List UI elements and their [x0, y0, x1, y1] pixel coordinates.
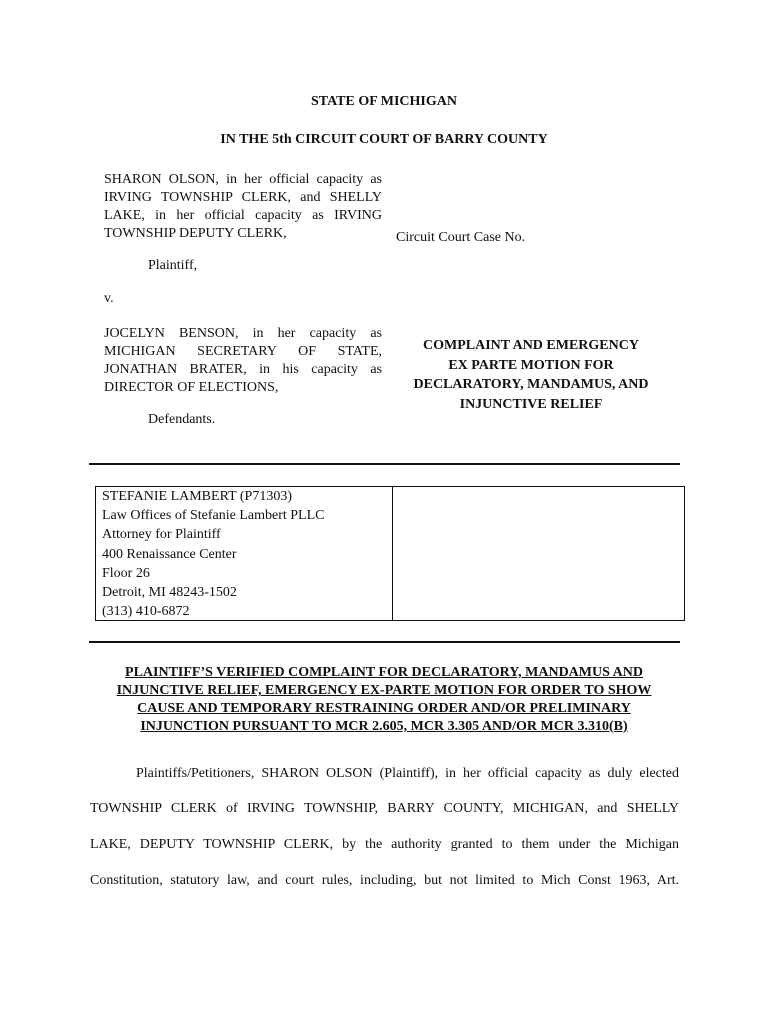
- plaintiffs-line: LAKE, in her official capacity as IRVING: [104, 208, 382, 223]
- complaint-title-line: INJUNCTIVE RELIEF, EMERGENCY EX-PARTE MOTION FOR ORDER TO SHOW: [116, 683, 652, 698]
- document-title-line: INJUNCTIVE RELIEF: [459, 396, 603, 412]
- defendants-line: JOCELYN BENSON, in her capacity as: [104, 326, 382, 341]
- plaintiffs-line: TOWNSHIP DEPUTY CLERK,: [104, 226, 287, 241]
- attorney-line: Law Offices of Stefanie Lambert PLLC: [102, 508, 325, 524]
- defendants-line: DIRECTOR OF ELECTIONS,: [104, 380, 279, 395]
- case-number-label: Circuit Court Case No.: [396, 230, 526, 245]
- body-line: TOWNSHIP CLERK of IRVING TOWNSHIP, BARRY COUNTY, MICHIGAN, and SHELLY: [90, 801, 679, 816]
- body-line: LAKE, DEPUTY TOWNSHIP CLERK, by the authority granted to them under the Michigan: [90, 837, 679, 852]
- versus-label: v.: [104, 291, 114, 306]
- defendants-line: MICHIGAN SECRETARY OF STATE,: [104, 344, 382, 359]
- defendants-block: [104, 325, 382, 397]
- complaint-title: [80, 664, 688, 736]
- divider-rule: [89, 463, 680, 465]
- state-heading: STATE OF MICHIGAN: [311, 94, 457, 109]
- document-title: [390, 336, 672, 414]
- attorney-line: Floor 26: [102, 565, 150, 581]
- court-heading: IN THE 5th CIRCUIT COURT OF BARRY COUNTY: [220, 132, 548, 147]
- defendants-line: JONATHAN BRATER, in his capacity as: [104, 362, 382, 377]
- attorney-line: 400 Renaissance Center: [102, 546, 237, 562]
- attorney-line: STEFANIE LAMBERT (P71303): [102, 489, 292, 504]
- complaint-title-line: INJUNCTION PURSUANT TO MCR 2.605, MCR 3.305 AND/OR MCR 3.310(B): [140, 719, 628, 734]
- complaint-title-line: CAUSE AND TEMPORARY RESTRAINING ORDER AND/OR PRELIMINARY: [137, 701, 631, 716]
- body-line: Plaintiffs/Petitioners, SHARON OLSON (Plaintiff), in her official capacity as duly elected: [136, 766, 679, 781]
- document-title-line: COMPLAINT AND EMERGENCY: [423, 338, 639, 353]
- plaintiffs-block: [104, 171, 382, 243]
- attorney-line: Attorney for Plaintiff: [102, 527, 221, 543]
- plaintiffs-line: SHARON OLSON, in her official capacity as: [104, 172, 382, 187]
- document-title-line: DECLARATORY, MANDAMUS, AND: [413, 377, 649, 392]
- document-title-line: EX PARTE MOTION FOR: [448, 357, 614, 373]
- defendant-label: Defendants.: [148, 412, 216, 427]
- plaintiffs-line: IRVING TOWNSHIP CLERK, and SHELLY: [104, 190, 382, 205]
- body-line: Constitution, statutory law, and court rules, including, but not limited to Mich Const 1963, Art.: [90, 873, 679, 888]
- attorney-info-cell: [96, 487, 393, 620]
- attorney-line: (313) 410-6872: [102, 604, 190, 620]
- divider-rule: [89, 641, 680, 643]
- empty-cell: [393, 487, 684, 620]
- plaintiff-label: Plaintiff,: [148, 258, 198, 273]
- attorney-line: Detroit, MI 48243-1502: [102, 585, 237, 601]
- attorney-table: [95, 486, 685, 621]
- complaint-title-line: PLAINTIFF’S VERIFIED COMPLAINT FOR DECLARATORY, MANDAMUS AND: [125, 665, 643, 680]
